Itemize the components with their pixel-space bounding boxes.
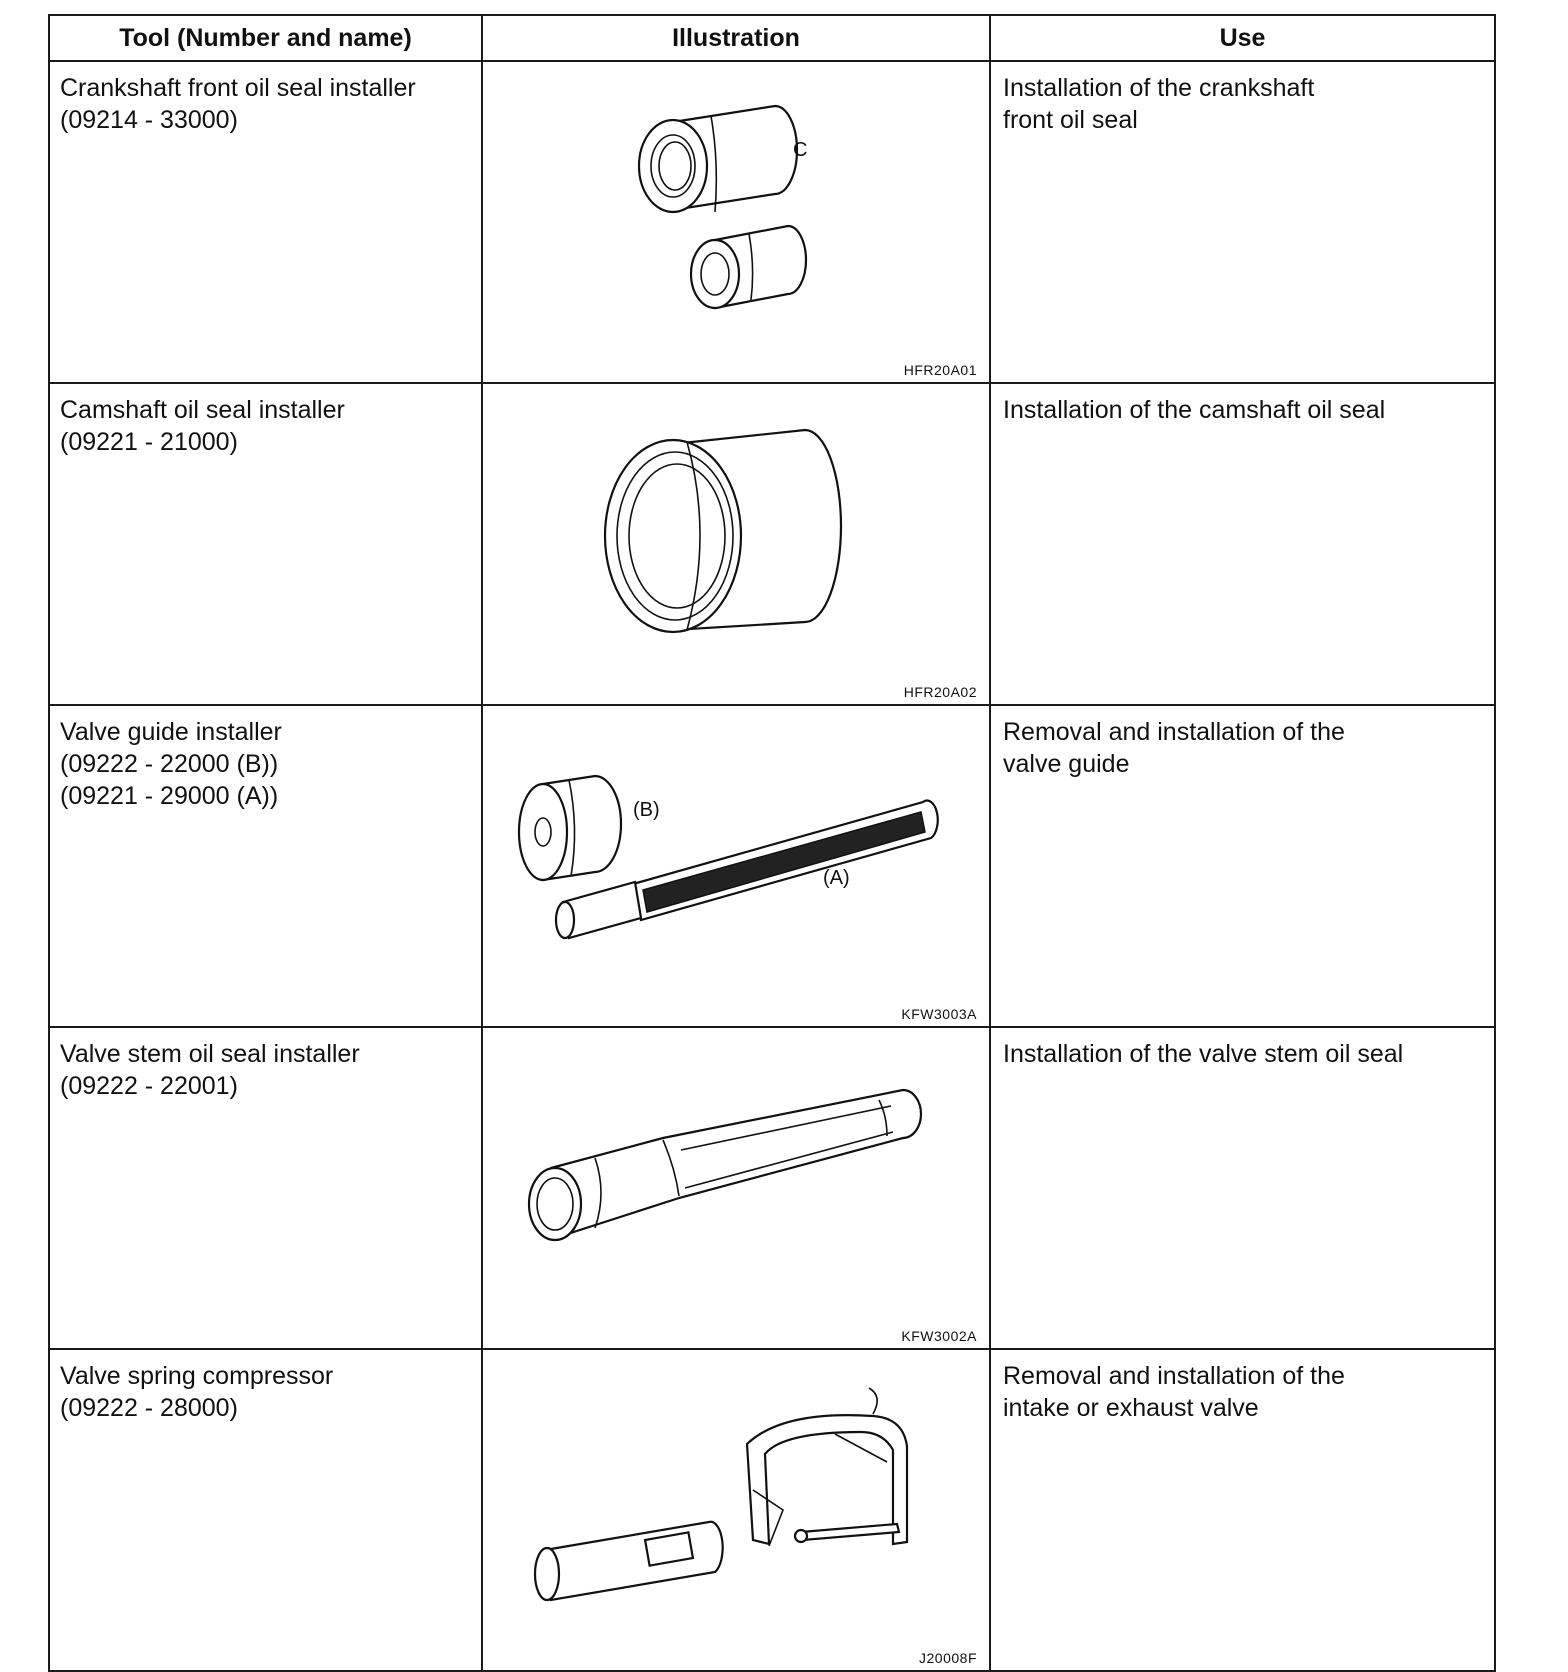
tool-name-cell bbox=[49, 383, 482, 705]
label-c: C bbox=[793, 139, 808, 161]
use-text: intake or exhaust valve bbox=[1003, 1394, 1259, 1422]
illustration-cell bbox=[482, 705, 990, 1027]
tool-number: (09222 - 28000) bbox=[60, 1394, 238, 1422]
valve-stem-seal-installer-illustration bbox=[483, 1028, 991, 1338]
use-cell bbox=[990, 705, 1495, 1027]
illustration-cell bbox=[482, 61, 990, 383]
table-header-row bbox=[49, 15, 1495, 61]
tool-name: Valve spring compressor bbox=[60, 1362, 334, 1390]
figure-code: HFR20A01 bbox=[903, 362, 977, 378]
illustration-cell bbox=[482, 1027, 990, 1349]
illustration-cell bbox=[482, 383, 990, 705]
header-illustration: Illustration bbox=[482, 15, 990, 61]
tool-name: Camshaft oil seal installer bbox=[60, 396, 345, 424]
figure-code: KFW3002A bbox=[901, 1328, 977, 1344]
figure-code: KFW3003A bbox=[901, 1006, 977, 1022]
tool-number: (09222 - 22001) bbox=[60, 1072, 238, 1100]
valve-spring-compressor-illustration bbox=[483, 1350, 991, 1660]
use-text: Installation of the camshaft oil seal bbox=[1003, 396, 1386, 424]
table-row bbox=[49, 383, 1495, 705]
tool-number: (09222 - 22000 (B)) bbox=[60, 750, 279, 778]
use-text: Removal and installation of the bbox=[1003, 718, 1345, 746]
tool-number: (09214 - 33000) bbox=[60, 106, 238, 134]
use-cell bbox=[990, 383, 1495, 705]
table-row bbox=[49, 61, 1495, 383]
tool-name: Valve guide installer bbox=[60, 718, 282, 746]
tool-number: (09221 - 21000) bbox=[60, 428, 238, 456]
figure-code: HFR20A02 bbox=[903, 684, 977, 700]
tool-number: (09221 - 29000 (A)) bbox=[60, 782, 279, 810]
use-cell bbox=[990, 61, 1495, 383]
use-text: Removal and installation of the bbox=[1003, 1362, 1345, 1390]
tool-name-cell bbox=[49, 1349, 482, 1671]
use-cell bbox=[990, 1349, 1495, 1671]
tool-name-cell bbox=[49, 705, 482, 1027]
use-text: front oil seal bbox=[1003, 106, 1138, 134]
crankshaft-seal-installer-illustration bbox=[483, 62, 991, 372]
tool-name: Valve stem oil seal installer bbox=[60, 1040, 360, 1068]
tool-name-cell bbox=[49, 61, 482, 383]
camshaft-seal-installer-illustration bbox=[483, 384, 991, 694]
illustration-cell bbox=[482, 1349, 990, 1671]
use-text: Installation of the valve stem oil seal bbox=[1003, 1040, 1404, 1068]
label-a: (A) bbox=[823, 867, 850, 889]
table-row bbox=[49, 705, 1495, 1027]
valve-guide-installer-illustration bbox=[483, 706, 991, 1016]
table-row bbox=[49, 1027, 1495, 1349]
use-text: valve guide bbox=[1003, 750, 1130, 778]
tool-name-cell bbox=[49, 1027, 482, 1349]
use-text: Installation of the crankshaft bbox=[1003, 74, 1315, 102]
special-tools-table bbox=[48, 14, 1496, 1672]
use-cell bbox=[990, 1027, 1495, 1349]
tool-name: Crankshaft front oil seal installer bbox=[60, 74, 416, 102]
table-row bbox=[49, 1349, 1495, 1671]
header-tool: Tool (Number and name) bbox=[49, 15, 482, 61]
label-b: (B) bbox=[633, 799, 660, 821]
header-use: Use bbox=[990, 15, 1495, 61]
figure-code: J20008F bbox=[919, 1650, 977, 1666]
